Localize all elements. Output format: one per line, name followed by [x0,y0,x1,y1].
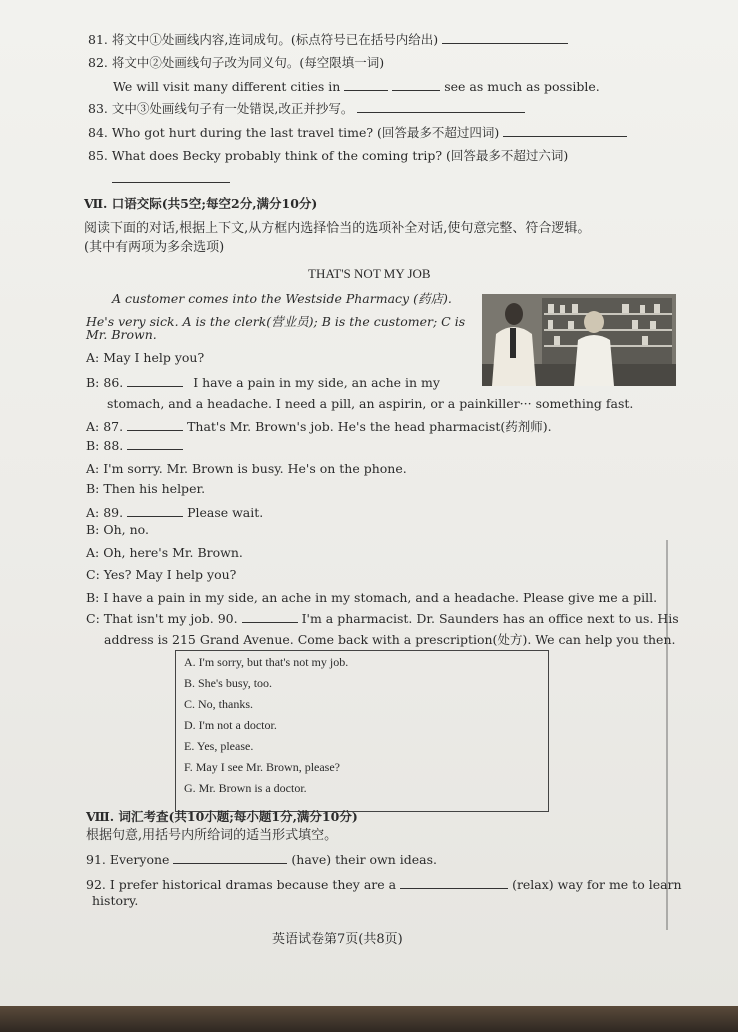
question-82: 82. 将文中②处画线句子改为同义句。(每空限填一词) [88,55,385,70]
question-92-cont: history. [92,893,139,908]
question-83: 83. 文中③处画线句子有一处错误,改正并抄写。 [88,100,525,117]
passage-intro-2: He's very sick. A is the clerk(营业员); B is the customer; C is [86,314,466,329]
question-81: 81. 将文中①处画线内容,连词成句。(标点符号已在括号内给出) [88,31,568,48]
dialogue-line-87: A: 87. That's Mr. Brown's job. He's the head pharmacist(药剂师). [86,419,552,434]
section-8-heading: Ⅷ. 词汇考查(共10小题;每小题1分,满分10分) [86,809,358,824]
option-b: B. She's busy, too. [184,676,273,690]
dialogue-line-89: A: 89. Please wait. [86,505,264,520]
question-91: 91. Everyone (have) their own ideas. [86,852,438,867]
answer-blank-85[interactable] [112,170,230,183]
option-c: C. No, thanks. [184,697,253,711]
section-8-instruction: 根据句意,用括号内所给词的适当形式填空。 [86,828,338,843]
answer-blank-92[interactable] [400,876,508,889]
question-82-sentence: We will visit many different cities in see as much as possible. [113,79,600,94]
section-7-heading: Ⅶ. 口语交际(共5空;每空2分,满分10分) [84,196,318,211]
dialogue-line-7: B: Then his helper. [86,481,206,496]
question-85: 85. What does Becky probably think of the coming trip? (回答最多不超过六词) [88,148,569,163]
dialogue-line-11: C: Yes? May I help you? [86,567,237,582]
answer-blank-83[interactable] [357,100,525,113]
pharmacy-illustration [482,294,676,386]
answer-blank-84[interactable] [503,124,627,137]
dialogue-line-86: B: 86. I have a pain in my side, an ache in my [86,375,440,390]
pharmacy-photo [482,294,676,386]
page-fold-shadow [666,540,668,930]
answer-blank-88[interactable] [127,437,183,450]
passage-intro-1: A customer comes into the Westside Pharmacy (药店). [112,291,452,306]
dialogue-line-6: A: I'm sorry. Mr. Brown is busy. He's on the phone. [86,461,407,476]
answer-blank-87[interactable] [127,418,183,431]
desk-surface [0,1006,738,1032]
passage-title: THAT'S NOT MY JOB [308,266,431,281]
dialogue-line-1: A: May I help you? [86,350,205,365]
answer-blank-89[interactable] [127,504,183,517]
dialogue-line-90: C: That isn't my job. 90. I'm a pharmacist. Dr. Saunders has an office next to us. His [86,611,679,626]
page-footer: 英语试卷第7页(共8页) [272,932,403,947]
passage-intro-3: Mr. Brown. [86,327,157,342]
dialogue-line-13-cont: address is 215 Grand Avenue. Come back with a prescription(处方). We can help you then. [104,632,676,647]
dialogue-line-88: B: 88. [86,437,183,454]
question-85-line [112,170,230,187]
dialogue-line-2-cont: stomach, and a headache. I need a pill, an aspirin, or a painkiller··· something fast. [107,396,634,411]
answer-blank-82a[interactable] [344,78,388,91]
answer-blank-82b[interactable] [392,78,440,91]
option-d: D. I'm not a doctor. [184,718,277,732]
option-a: A. I'm sorry, but that's not my job. [184,655,349,669]
answer-blank-86[interactable] [127,374,183,387]
option-g: G. Mr. Brown is a doctor. [184,781,307,795]
section-7-instruction-note: (其中有两项为多余选项) [84,240,225,255]
section-7-instruction: 阅读下面的对话,根据上下文,从方框内选择恰当的选项补全对话,使句意完整、符合逻辑。 [84,221,591,236]
answer-blank-90[interactable] [242,610,298,623]
answer-blank-91[interactable] [173,851,287,864]
dialogue-line-12: B: I have a pain in my side, an ache in my stomach, and a headache. Please give me a pill. [86,590,658,605]
question-84: 84. Who got hurt during the last travel time? (回答最多不超过四词) [88,124,627,141]
options-box [175,650,549,812]
option-e: E. Yes, please. [184,739,254,753]
question-92: 92. I prefer historical dramas because they are a (relax) way for me to learn [86,877,682,892]
dialogue-line-10: A: Oh, here's Mr. Brown. [86,545,243,560]
option-f: F. May I see Mr. Brown, please? [184,760,341,774]
dialogue-line-9: B: Oh, no. [86,522,149,537]
answer-blank-81[interactable] [442,31,568,44]
